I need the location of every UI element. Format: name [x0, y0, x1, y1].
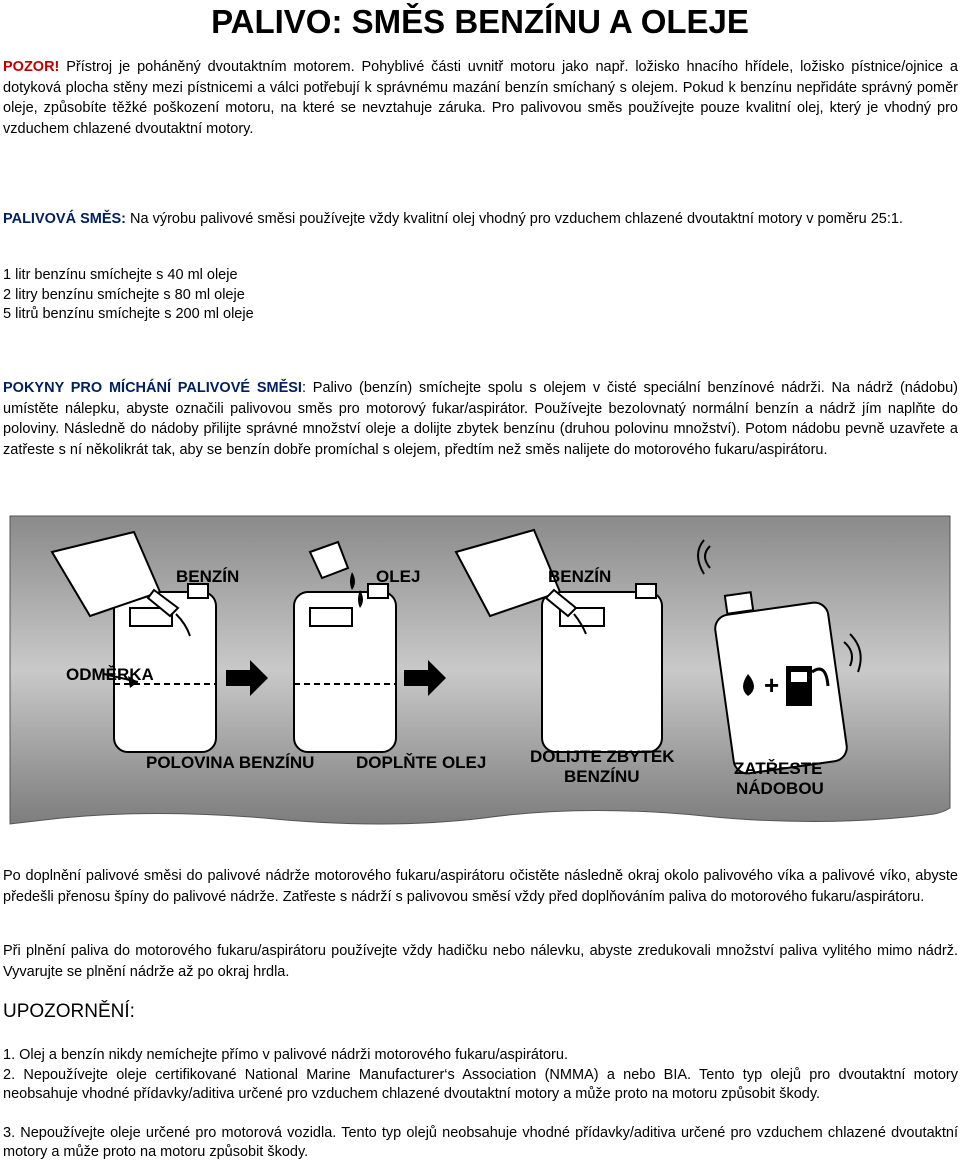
mixing-illustration — [4, 512, 956, 830]
label-odmerka: ODMĚRKA — [66, 665, 154, 684]
mixing-instructions-paragraph — [3, 378, 958, 460]
notice-item-1: 1. Olej a benzín nikdy nemíchejte přímo v palivové nádrži motorového fukaru/aspirátoru. — [3, 1047, 568, 1063]
ratio-line-3: 5 litrů benzínu smíchejte s 200 ml oleje — [3, 306, 254, 322]
ratio-line-2: 2 litry benzínu smíchejte s 80 ml oleje — [3, 287, 245, 303]
notices-heading: UPOZORNĚNÍ: — [3, 1001, 135, 1022]
notice-item-3: 3. Nepoužívejte oleje určené pro motorová vozidla. Tento typ olejů neobsahuje vhodné přídavky/aditiva určené pro vzduchem chlazené dvoutaktní motory a může proto na motoru způsobit škody. — [3, 1125, 958, 1160]
filling-tip-paragraph: Při plnění paliva do motorového fukaru/aspirátoru používejte vždy hadičku nebo nálevku, abyste zredukovali množství paliva vylitého mimo nádrž. Vyvarujte se plnění nádrže až po okraj hrdla. — [3, 943, 958, 980]
fuel-mix-text: Na výrobu palivové směsi používejte vždy kvalitní olej vhodný pro vzduchem chlazené dvoutaktní motory v poměru 25:1. — [126, 211, 903, 227]
after-filling-paragraph: Po doplnění palivové směsi do palivové nádrže motorového fukaru/aspirátoru očistěte následně okraj okolo palivového víka a palivové víko, abyste předešli přenosu špíny do palivové nádrže. Zatřeste s nádrží s palivovou směsí vždy před doplňováním paliva do motorového fukaru/aspirátoru. — [3, 868, 958, 905]
label-step-1: POLOVINA BENZÍNU — [146, 753, 315, 772]
plus-sign: + — [764, 670, 780, 700]
label-step-4-line-1: ZATŘESTE — [734, 759, 823, 778]
fuel-mix-paragraph — [3, 209, 958, 230]
mixing-label: POKYNY PRO MÍCHÁNÍ PALIVOVÉ SMĚSI — [3, 380, 302, 396]
notice-item-2: 2. Nepoužívejte oleje certifikované National Marine Manufacturer‘s Association (NMMA) a nebo BIA. Tento typ olejů pro dvoutaktní motory neobsahuje vhodné přídavky/aditiva určené pro vzduchem chlazené dvoutaktní motory a může proto na motoru způsobit škody. — [3, 1067, 958, 1102]
mixing-text: : Palivo (benzín) smíchejte spolu s olejem v čisté speciální benzínové nádrži. Na nádrž (nádobu) umístěte nálepku, abyste označili palivovou směs pro motorový fukar/aspirátor. Používejte bezolovnatý normální benzín a nádrž jím naplňte do poloviny. Následně do nádoby přilijte správné množství oleje a dolijte zbytek benzínu (druhou polovinu množství). Potom nádobu pevně uzavřete a zatřeste s ní několikrát tak, aby se benzín dobře promíchal s olejem, předtím než směs nalijete do motorového fukaru/aspirátoru. — [3, 380, 958, 458]
label-step-3-line-1: DOLIJTE ZBYTEK — [530, 747, 675, 766]
warning-label: POZOR! — [3, 59, 60, 75]
label-benzin-2: BENZÍN — [548, 567, 612, 586]
fuel-mix-label: PALIVOVÁ SMĚS: — [3, 211, 126, 227]
label-step-4-line-2: NÁDOBOU — [736, 779, 824, 798]
warning-paragraph — [3, 57, 958, 139]
ratio-line-1: 1 litr benzínu smíchejte s 40 ml oleje — [3, 267, 238, 283]
label-olej: OLEJ — [376, 567, 421, 586]
label-step-2: DOPLŇTE OLEJ — [356, 753, 487, 772]
page-title: PALIVO: SMĚS BENZÍNU A OLEJE — [211, 3, 749, 40]
label-benzin-1: BENZÍN — [176, 567, 240, 586]
label-step-3-line-2: BENZÍNU — [564, 767, 640, 786]
warning-text: Přístroj je poháněný dvoutaktním motorem. Pohyblivé části uvnitř motoru jako např. ložisko hnacího hřídele, ložisko pístnice/ojnice a dotyková plocha stěny mezi pístnicemi a válci potřebují k správnému mazání benzín smíchaný s olejem. Pokud k benzínu nepřidáte správný poměr oleje, způsobíte těžké poškození motoru, na které se nevztahuje záruka. Pro palivovou směs používejte pouze kvalitní olej, který je vhodný pro vzduchem chlazené dvoutaktní motory. — [3, 59, 958, 137]
gas-canister-icon — [294, 584, 396, 752]
